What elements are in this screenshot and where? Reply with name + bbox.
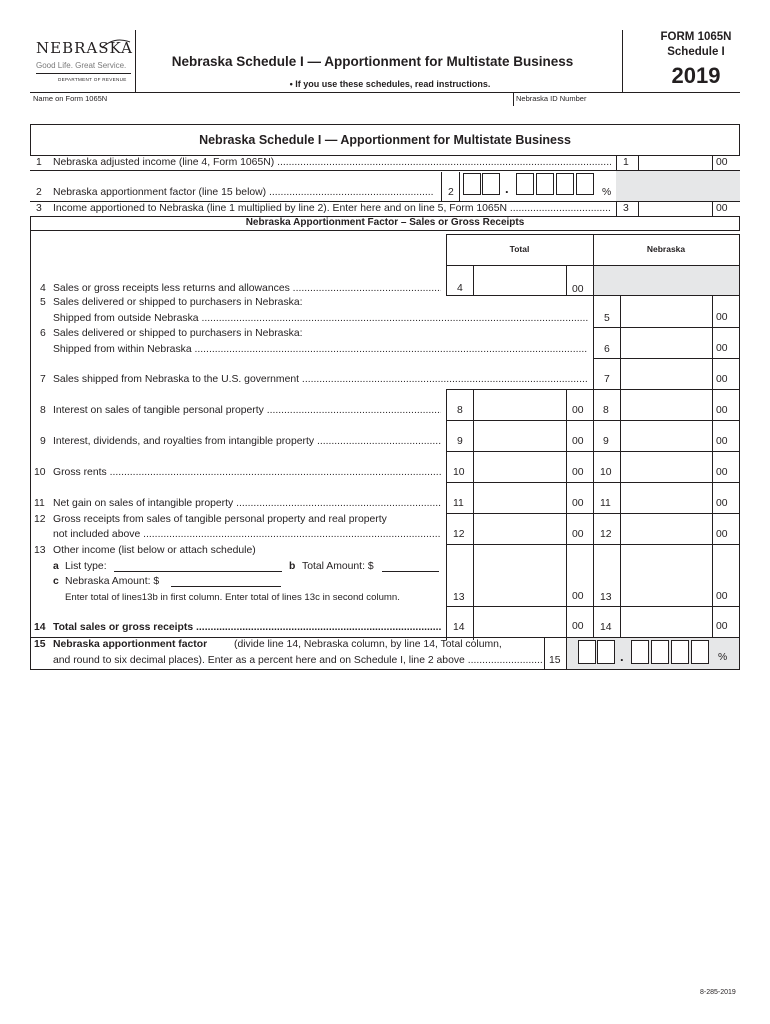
line-10-total-box: 10 [453,467,465,478]
logo-text: NEBRASKA [36,39,133,57]
line-12-total-field[interactable] [474,514,565,543]
line-9-text: Interest, dividends, and royalties from intangible property ..... [53,436,441,448]
line-3-box: 3 [623,203,629,214]
column-total-header: Total [509,244,530,254]
line-4-text: Sales or gross receipts less returns and allowances ..... [53,283,441,295]
line-11-total-cents: 00 [572,498,584,509]
line-6-nebraska-cents: 00 [716,343,728,354]
line-13c-input[interactable] [171,586,281,587]
line-13a-label: a [53,561,59,572]
line-6-nebraska-field[interactable] [621,328,711,357]
nebraska-id-field[interactable] [514,102,739,122]
line-13c-label: c [53,576,59,587]
line-10-nebraska-box: 10 [600,467,612,478]
line-12-total-box: 12 [453,529,465,540]
tax-year: 2019 [671,63,721,88]
line-8-total-field[interactable] [474,390,565,419]
line-8-total-cents: 00 [572,405,584,416]
line-13a-input[interactable] [114,571,282,572]
line-9-nebraska-box: 9 [603,436,609,447]
line-14-nebraska-field[interactable] [621,607,711,637]
line-13-nebraska-cents: 00 [716,591,728,602]
logo-tagline: Good Life. Great Service. [36,61,127,70]
line-14-total-field[interactable] [474,607,565,637]
line-5-number: 5 [40,297,46,308]
line-13-text: Other income (list below or attach schedule) [53,545,256,556]
line-9-total-box: 9 [457,436,463,447]
line-14-nebraska-box: 14 [600,622,612,633]
logo-divider [36,73,131,74]
line-10-total-field[interactable] [474,452,565,481]
id-label: Nebraska ID Number [516,94,587,103]
line-2-percent-sign: % [602,187,612,198]
factor-title: Nebraska Apportionment Factor – Sales or Gross Receipts [245,217,525,228]
line-10-text: Gross rents ..... [53,467,441,479]
line-7-number: 7 [40,374,46,385]
line-3-amount-field[interactable] [639,202,711,216]
line-15-text: (divide line 14, Nebraska column, by line 14, Total column, [234,639,502,650]
line-12-number: 12 [34,514,46,525]
line-4-total-cents: 00 [572,284,584,295]
line-15-percent-sign: % [718,652,728,663]
line-2-decimal: . [505,181,509,196]
line-8-text: Interest on sales of tangible personal property ..... [53,405,441,417]
line-13-number: 13 [34,545,46,556]
line-13-instruction: Enter total of lines13b in first column. Enter total of lines 13c in second column. [65,592,400,603]
line-2-number: 2 [36,187,42,198]
instructions-note: • If you use these schedules, read instructions. [289,79,491,89]
line-6-text-2: Shipped from within Nebraska ..... [53,344,588,356]
line-12-nebraska-field[interactable] [621,514,711,543]
line-12-total-cents: 00 [572,529,584,540]
line-13a-text: List type: [65,561,107,572]
line-7-nebraska-field[interactable] [621,359,711,388]
line-8-number: 8 [40,405,46,416]
line-15-text-2: and round to six decimal places). Enter as a percent here and on Schedule I, line 2 above ..... [53,655,543,667]
line-5-nebraska-cents: 00 [716,312,728,323]
line-9-nebraska-field[interactable] [621,421,711,450]
schedule-label: Schedule I [667,46,725,58]
line-1-amount-field[interactable] [639,156,711,170]
line-1-text: Nebraska adjusted income (line 4, Form 1065N) ..... [53,157,611,169]
line-2-text: Nebraska apportionment factor (line 15 below) ..... [53,187,433,199]
line-5-text: Sales delivered or shipped to purchasers in Nebraska: [53,297,303,308]
line-11-nebraska-box: 11 [600,498,611,509]
line-5-nebraska-field[interactable] [621,296,711,326]
line-8-total-box: 8 [457,405,463,416]
form-title: Nebraska Schedule I — Apportionment for Multistate Business [171,54,574,69]
line-13-nebraska-box: 13 [600,592,612,603]
line-1-cents: 00 [716,157,728,168]
line-9-nebraska-cents: 00 [716,436,728,447]
line-15-number: 15 [34,639,46,650]
line-7-box: 7 [604,374,610,385]
line-11-nebraska-cents: 00 [716,498,728,509]
line-14-total-cents: 00 [572,621,584,632]
line-10-number: 10 [34,467,46,478]
line-1-number: 1 [36,157,42,168]
line-10-total-cents: 00 [572,467,584,478]
line-11-total-field[interactable] [474,483,565,512]
form-number: FORM 1065N [660,31,732,43]
line-6-number: 6 [40,328,46,339]
line-15-box: 15 [549,655,561,666]
line-8-nebraska-cents: 00 [716,405,728,416]
line-14-total-box: 14 [453,622,465,633]
line-8-nebraska-box: 8 [603,405,609,416]
line-12-text-2: not included above ..... [53,529,441,541]
line-3-number: 3 [36,203,42,214]
line-11-total-box: 11 [453,498,464,509]
line-13-total-box: 13 [453,592,465,603]
name-field[interactable] [30,102,512,122]
line-4-total-field[interactable] [474,266,565,294]
line-6-text: Sales delivered or shipped to purchasers in Nebraska: [53,328,303,339]
line-3-text: Income apportioned to Nebraska (line 1 multiplied by line 2). Enter here and on line 5, Form 1065N ..... [53,203,611,215]
line-4-number: 4 [40,283,46,294]
line-13b-text: Total Amount: $ [302,561,374,572]
line-7-text: Sales shipped from Nebraska to the U.S. government ..... [53,374,588,386]
line-7-nebraska-cents: 00 [716,374,728,385]
line-14-text: Total sales or gross receipts ..... [53,622,441,634]
line-3-cents: 00 [716,203,728,214]
logo-swoosh-icon [100,38,132,50]
line-14-number: 14 [34,622,46,633]
line-4-box: 4 [457,283,463,294]
line-10-nebraska-field[interactable] [621,452,711,481]
line-13b-input[interactable] [382,571,439,572]
line-15-decimal: . [620,649,624,664]
line-11-text: Net gain on sales of intangible property ..... [53,498,441,510]
line-13c-text: Nebraska Amount: $ [65,576,160,587]
footer-code: 8-285-2019 [700,989,736,996]
line-5-text-2: Shipped from outside Nebraska ..... [53,313,588,325]
line-13-total-field[interactable] [474,545,565,605]
line-2-box: 2 [448,187,454,198]
line-10-nebraska-cents: 00 [716,467,728,478]
line-12-nebraska-cents: 00 [716,529,728,540]
line-8-nebraska-field[interactable] [621,390,711,419]
line-12-text: Gross receipts from sales of tangible personal property and real property [53,514,387,525]
line-11-number: 11 [34,498,45,509]
line-9-total-field[interactable] [474,421,565,450]
line-15-text-bold: Nebraska apportionment factor [53,639,208,650]
column-nebraska-header: Nebraska [646,244,686,254]
section-title: Nebraska Schedule I — Apportionment for Multistate Business [199,133,571,147]
line-13b-label: b [289,561,296,572]
logo-dept: DEPARTMENT OF REVENUE [58,77,127,82]
line-1-box: 1 [623,157,629,168]
line-11-nebraska-field[interactable] [621,483,711,512]
line-9-number: 9 [40,436,46,447]
line-13-nebraska-field[interactable] [621,545,711,605]
line-12-nebraska-box: 12 [600,529,612,540]
line-13-total-cents: 00 [572,591,584,602]
name-label: Name on Form 1065N [33,94,108,103]
line-14-nebraska-cents: 00 [716,621,728,632]
line-9-total-cents: 00 [572,436,584,447]
line-6-box: 6 [604,344,610,355]
line-5-box: 5 [604,313,610,324]
